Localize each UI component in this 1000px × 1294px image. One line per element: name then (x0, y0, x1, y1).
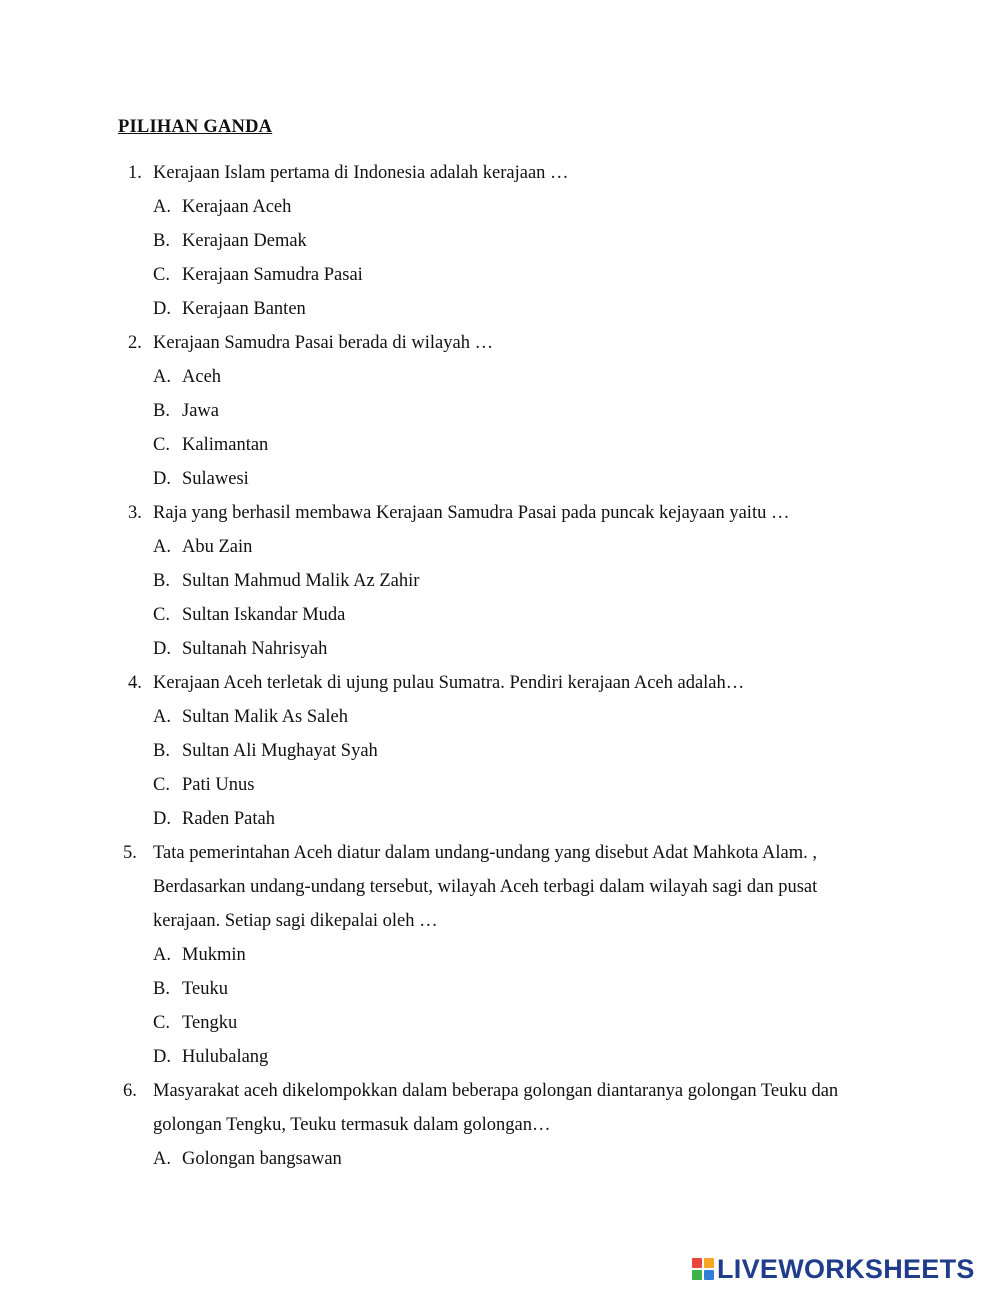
option-text: Sultanah Nahrisyah (182, 639, 328, 659)
logo-square-orange (704, 1258, 714, 1268)
question-text: Kerajaan Aceh terletak di ujung pulau Sumatra. Pendiri kerajaan Aceh adalah… (153, 673, 745, 693)
option-letter: D. (153, 809, 171, 829)
option-b[interactable] (0, 394, 1000, 428)
option-letter: C. (153, 1013, 170, 1033)
option-d[interactable] (0, 1040, 1000, 1074)
option-text: Pati Unus (182, 775, 255, 795)
option-text: Hulubalang (182, 1047, 269, 1067)
option-a[interactable] (0, 1142, 1000, 1176)
option-text: Kerajaan Demak (182, 231, 307, 251)
question-text: Kerajaan Samudra Pasai berada di wilayah … (153, 333, 494, 353)
option-letter: B. (153, 979, 170, 999)
option-d[interactable] (0, 462, 1000, 496)
option-d[interactable] (0, 292, 1000, 326)
question-text-continued: Berdasarkan undang-undang tersebut, wilayah Aceh terbagi dalam wilayah sagi dan pusat (153, 877, 818, 897)
option-letter: D. (153, 639, 171, 659)
question-number: 4. (128, 673, 142, 693)
question-5 (0, 836, 1000, 1074)
question-3 (0, 496, 1000, 666)
option-a[interactable] (0, 530, 1000, 564)
logo-square-green (692, 1270, 702, 1280)
option-c[interactable] (0, 258, 1000, 292)
option-b[interactable] (0, 564, 1000, 598)
option-text: Tengku (182, 1013, 238, 1033)
option-letter: C. (153, 435, 170, 455)
option-letter: A. (153, 367, 171, 387)
option-letter: D. (153, 1047, 171, 1067)
option-a[interactable] (0, 190, 1000, 224)
option-c[interactable] (0, 598, 1000, 632)
option-text: Sultan Malik As Saleh (182, 707, 348, 727)
option-letter: C. (153, 605, 170, 625)
option-text: Kerajaan Aceh (182, 197, 292, 217)
section-heading: PILIHAN GANDA (118, 117, 273, 137)
option-text: Mukmin (182, 945, 246, 965)
option-text: Teuku (182, 979, 228, 999)
question-6 (0, 1074, 1000, 1176)
option-text: Kerajaan Samudra Pasai (182, 265, 363, 285)
question-text-continued: golongan Tengku, Teuku termasuk dalam golongan… (153, 1115, 551, 1135)
logo-square-red (692, 1258, 702, 1268)
option-letter: A. (153, 1149, 171, 1169)
option-d[interactable] (0, 632, 1000, 666)
option-letter: A. (153, 537, 171, 557)
option-b[interactable] (0, 224, 1000, 258)
option-a[interactable] (0, 360, 1000, 394)
question-number: 5. (123, 843, 137, 863)
option-letter: D. (153, 299, 171, 319)
question-4 (0, 666, 1000, 836)
option-letter: B. (153, 741, 170, 761)
option-letter: A. (153, 707, 171, 727)
question-list (0, 156, 1000, 1176)
option-b[interactable] (0, 734, 1000, 768)
option-text: Kerajaan Banten (182, 299, 306, 319)
question-text: Kerajaan Islam pertama di Indonesia adalah kerajaan … (153, 163, 569, 183)
option-letter: B. (153, 401, 170, 421)
question-2 (0, 326, 1000, 496)
option-letter: C. (153, 775, 170, 795)
option-b[interactable] (0, 972, 1000, 1006)
question-text-continued: kerajaan. Setiap sagi dikepalai oleh … (153, 911, 438, 931)
option-a[interactable] (0, 938, 1000, 972)
option-c[interactable] (0, 1006, 1000, 1040)
question-number: 1. (128, 163, 142, 183)
option-d[interactable] (0, 802, 1000, 836)
option-a[interactable] (0, 700, 1000, 734)
option-c[interactable] (0, 768, 1000, 802)
liveworksheets-logo (692, 1254, 975, 1284)
question-text: Tata pemerintahan Aceh diatur dalam undang-undang yang disebut Adat Mahkota Alam. , (153, 843, 818, 863)
question-text: Masyarakat aceh dikelompokkan dalam beberapa golongan diantaranya golongan Teuku dan (153, 1081, 839, 1101)
option-text: Sultan Mahmud Malik Az Zahir (182, 571, 420, 591)
option-text: Aceh (182, 367, 222, 387)
option-letter: B. (153, 231, 170, 251)
option-text: Abu Zain (182, 537, 253, 557)
logo-mark-icon (692, 1258, 714, 1280)
option-c[interactable] (0, 428, 1000, 462)
question-text: Raja yang berhasil membawa Kerajaan Samudra Pasai pada puncak kejayaan yaitu … (153, 503, 790, 523)
option-text: Sulawesi (182, 469, 249, 489)
option-letter: B. (153, 571, 170, 591)
option-text: Sultan Ali Mughayat Syah (182, 741, 378, 761)
option-text: Sultan Iskandar Muda (182, 605, 346, 625)
option-letter: C. (153, 265, 170, 285)
option-text: Raden Patah (182, 809, 275, 829)
option-letter: D. (153, 469, 171, 489)
option-text: Jawa (182, 401, 219, 421)
question-1 (0, 156, 1000, 326)
logo-square-blue (704, 1270, 714, 1280)
option-letter: A. (153, 197, 171, 217)
question-number: 6. (123, 1081, 137, 1101)
option-letter: A. (153, 945, 171, 965)
option-text: Golongan bangsawan (182, 1149, 342, 1169)
question-number: 2. (128, 333, 142, 353)
question-number: 3. (128, 503, 142, 523)
option-text: Kalimantan (182, 435, 269, 455)
logo-text: LIVEWORKSHEETS (717, 1254, 975, 1284)
